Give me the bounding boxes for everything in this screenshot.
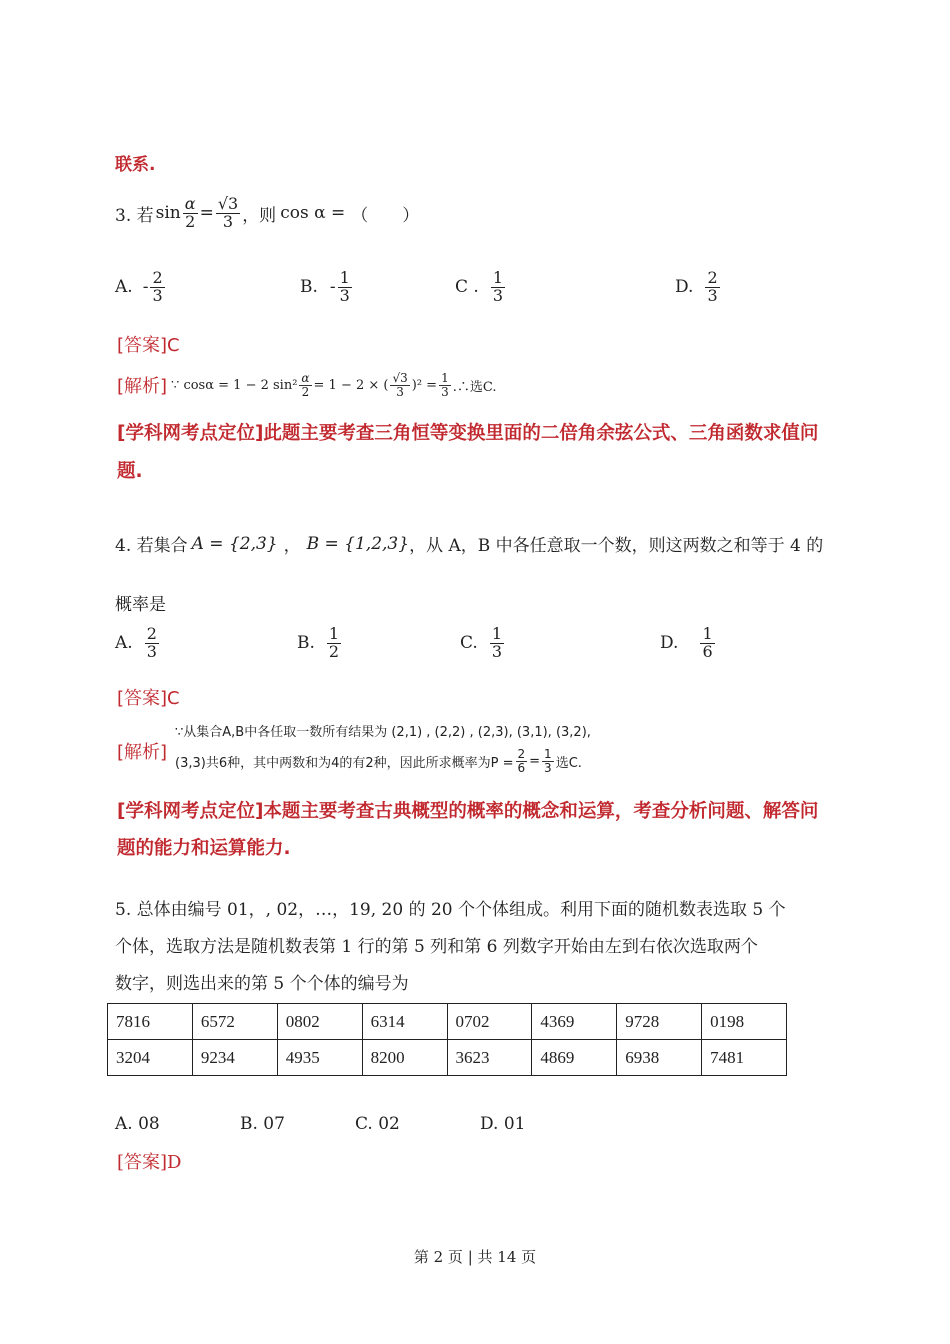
q4-stem-line2: 概率是 — [115, 595, 166, 615]
q5-line1: 5. 总体由编号 01，, 02，…，19, 20 的 20 个个体组成。利用下面的随机数表选取 5 个 — [115, 900, 786, 920]
q3-alpha-fraction — [183, 196, 198, 231]
q4-analysis-p-fraction — [516, 748, 528, 774]
q3-option-b[interactable] — [300, 270, 354, 305]
q4-analysis-line2-pre: (3,3)共6种，其中两数和为4的有2种，因此所求概率为P = — [175, 755, 514, 771]
q4-option-a-fraction — [145, 626, 159, 661]
table-cell: 3204 — [108, 1040, 193, 1076]
q4-option-a-letter: A. — [115, 633, 133, 654]
q3-option-a-fraction — [150, 270, 164, 305]
q4-analysis-r-fraction — [542, 748, 554, 774]
q3-comma-then: ，则 — [242, 205, 277, 226]
q3-cos-label: cos α = — [280, 203, 346, 224]
table-row — [108, 1040, 787, 1076]
q3-analysis-pow: )² = — [411, 377, 438, 393]
q4-option-b-num: 1 — [328, 624, 340, 643]
q4-option-d[interactable] — [660, 626, 717, 661]
q4-option-b-den: 2 — [328, 641, 340, 661]
q4-analysis-label: [解析] — [117, 742, 168, 763]
q3-option-b-letter: B. — [300, 277, 318, 298]
q4-analysis-p-den: 6 — [517, 760, 526, 775]
q3-analysis-sqrt-den: 3 — [396, 384, 404, 399]
q4-analysis-line1: ∵从集合A,B中各任取一数所有结果为 (2,1) , (2,2) , (2,3), (3,1), (3,2), — [175, 725, 591, 740]
table-cell: 0702 — [447, 1004, 532, 1040]
q4-option-c[interactable] — [460, 626, 506, 661]
q4-option-c-letter: C. — [460, 633, 478, 654]
q4-stem-prefix: 4. 若集合 — [115, 536, 188, 556]
q5-option-b[interactable]: B. 07 — [240, 1114, 285, 1134]
q3-kaodian-line2: 题. — [117, 461, 143, 482]
q3-stem — [115, 196, 419, 231]
q3-option-d-den: 3 — [707, 285, 718, 305]
q3-analysis — [117, 372, 496, 398]
q4-option-d-fraction — [700, 626, 714, 661]
q4-option-c-fraction — [490, 626, 504, 661]
table-cell: 6938 — [617, 1040, 702, 1076]
q4-option-a[interactable] — [115, 626, 161, 661]
q4-option-a-num: 2 — [146, 624, 157, 643]
q3-option-c-fraction — [491, 270, 505, 305]
q4-analysis-p-num: 2 — [517, 747, 526, 761]
q3-kaodian-line1: [学科网考点定位]此题主要考查三角恒等变换里面的二倍角余弦公式、三角函数求值问 — [117, 423, 819, 444]
intro-tail: 联系. — [115, 155, 156, 175]
q4-option-c-den: 3 — [491, 641, 502, 661]
page-footer: 第 2 页 | 共 14 页 — [413, 1248, 537, 1266]
q4-stem — [115, 531, 823, 556]
q3-alpha-den: 2 — [185, 211, 196, 231]
q3-option-d[interactable] — [675, 270, 722, 305]
q3-paren: （ ） — [351, 205, 420, 226]
q4-analysis-end: 选C. — [555, 755, 582, 771]
table-cell: 4369 — [532, 1004, 617, 1040]
q4-kaodian-line2: 题的能力和运算能力. — [117, 838, 291, 859]
q3-option-b-fraction — [338, 270, 352, 305]
q3-option-a[interactable] — [115, 270, 167, 305]
q3-option-c[interactable] — [455, 270, 507, 305]
table-cell: 6572 — [192, 1004, 277, 1040]
q3-eq: = — [199, 203, 214, 224]
q3-option-a-sign: - — [142, 277, 149, 298]
q3-analysis-result-fraction — [439, 372, 451, 398]
q3-option-a-den: 3 — [152, 285, 163, 305]
q3-analysis-alpha-num: α — [301, 371, 310, 385]
q3-analysis-alpha-den: 2 — [301, 384, 310, 399]
q4-answer: [答案]C — [117, 688, 180, 709]
q3-option-b-num: 1 — [339, 268, 350, 287]
q3-analysis-end: .∴选C. — [452, 379, 497, 395]
q4-option-b-letter: B. — [297, 633, 315, 654]
q3-option-d-fraction — [705, 270, 719, 305]
q4-analysis-eq: = — [529, 753, 541, 769]
q3-sin-label: sin — [155, 203, 181, 224]
q4-option-d-num: 1 — [702, 624, 713, 643]
q3-rhs-den: 3 — [222, 211, 234, 231]
q3-analysis-alpha-fraction — [299, 372, 311, 398]
q3-rhs-fraction — [216, 196, 240, 231]
q3-option-b-den: 3 — [339, 285, 350, 305]
q3-option-d-letter: D. — [675, 277, 694, 298]
q4-option-b-fraction — [327, 626, 341, 661]
q3-analysis-res-den: 3 — [441, 384, 449, 399]
q3-analysis-mid: = 1 − 2 × ( — [313, 377, 389, 393]
table-row — [108, 1004, 787, 1040]
table-cell: 0198 — [702, 1004, 787, 1040]
table-cell: 7816 — [108, 1004, 193, 1040]
table-cell: 9728 — [617, 1004, 702, 1040]
q4-kaodian-line1: [学科网考点定位]本题主要考查古典概型的概率的概念和运算，考查分析问题、解答问 — [117, 801, 819, 822]
q4-stem-rest: ，从 A，B 中各任意取一个数，则这两数之和等于 4 的 — [409, 536, 824, 556]
q5-option-a[interactable]: A. 08 — [115, 1114, 160, 1134]
q5-option-c[interactable]: C. 02 — [355, 1114, 400, 1134]
q3-option-c-num: 1 — [492, 268, 504, 287]
q3-answer: [答案]C — [117, 335, 180, 356]
q4-option-a-den: 3 — [146, 641, 157, 661]
table-cell: 8200 — [362, 1040, 447, 1076]
q5-option-d[interactable]: D. 01 — [480, 1114, 526, 1134]
q4-set-a: A = {2,3} — [191, 533, 278, 554]
q5-line2: 个体，选取方法是随机数表第 1 行的第 5 列和第 6 列数字开始由左到右依次选取两个 — [115, 937, 758, 957]
q3-alpha-num: α — [184, 194, 196, 213]
q5-answer: [答案]D — [117, 1152, 182, 1173]
q3-option-a-num: 2 — [152, 268, 163, 287]
q3-option-a-letter: A. — [115, 277, 133, 298]
q3-analysis-res-num: 1 — [441, 371, 449, 385]
q3-analysis-label: [解析] — [117, 376, 168, 398]
q4-option-c-num: 1 — [491, 624, 502, 643]
table-cell: 4935 — [277, 1040, 362, 1076]
q5-line3: 数字，则选出来的第 5 个个体的编号为 — [115, 974, 409, 994]
q4-analysis-line2 — [175, 748, 582, 774]
q4-analysis-r-num: 1 — [544, 747, 552, 761]
q4-analysis-r-den: 3 — [544, 760, 552, 775]
q3-stem-prefix: 3. 若 — [115, 205, 154, 226]
table-cell: 7481 — [702, 1040, 787, 1076]
q3-option-b-sign: - — [329, 277, 336, 298]
q4-comma: ， — [283, 536, 301, 556]
q3-option-c-letter: C . — [455, 277, 479, 298]
table-cell: 9234 — [192, 1040, 277, 1076]
q4-option-d-letter: D. — [660, 633, 679, 654]
q4-option-b[interactable] — [297, 626, 343, 661]
table-cell: 6314 — [362, 1004, 447, 1040]
q3-analysis-sqrt-fraction — [390, 372, 409, 398]
random-number-table — [107, 1003, 787, 1076]
q3-option-d-num: 2 — [707, 268, 718, 287]
q3-analysis-sqrt-num: √3 — [392, 371, 408, 385]
q3-option-c-den: 3 — [492, 285, 504, 305]
q4-set-b: B = {1,2,3} — [306, 533, 410, 554]
q3-analysis-formula: ∵ cosα = 1 − 2 sin² — [171, 377, 298, 393]
q3-rhs-num: √3 — [217, 194, 239, 213]
table-cell: 4869 — [532, 1040, 617, 1076]
table-cell: 0802 — [277, 1004, 362, 1040]
table-cell: 3623 — [447, 1040, 532, 1076]
q4-option-d-den: 6 — [702, 641, 713, 661]
